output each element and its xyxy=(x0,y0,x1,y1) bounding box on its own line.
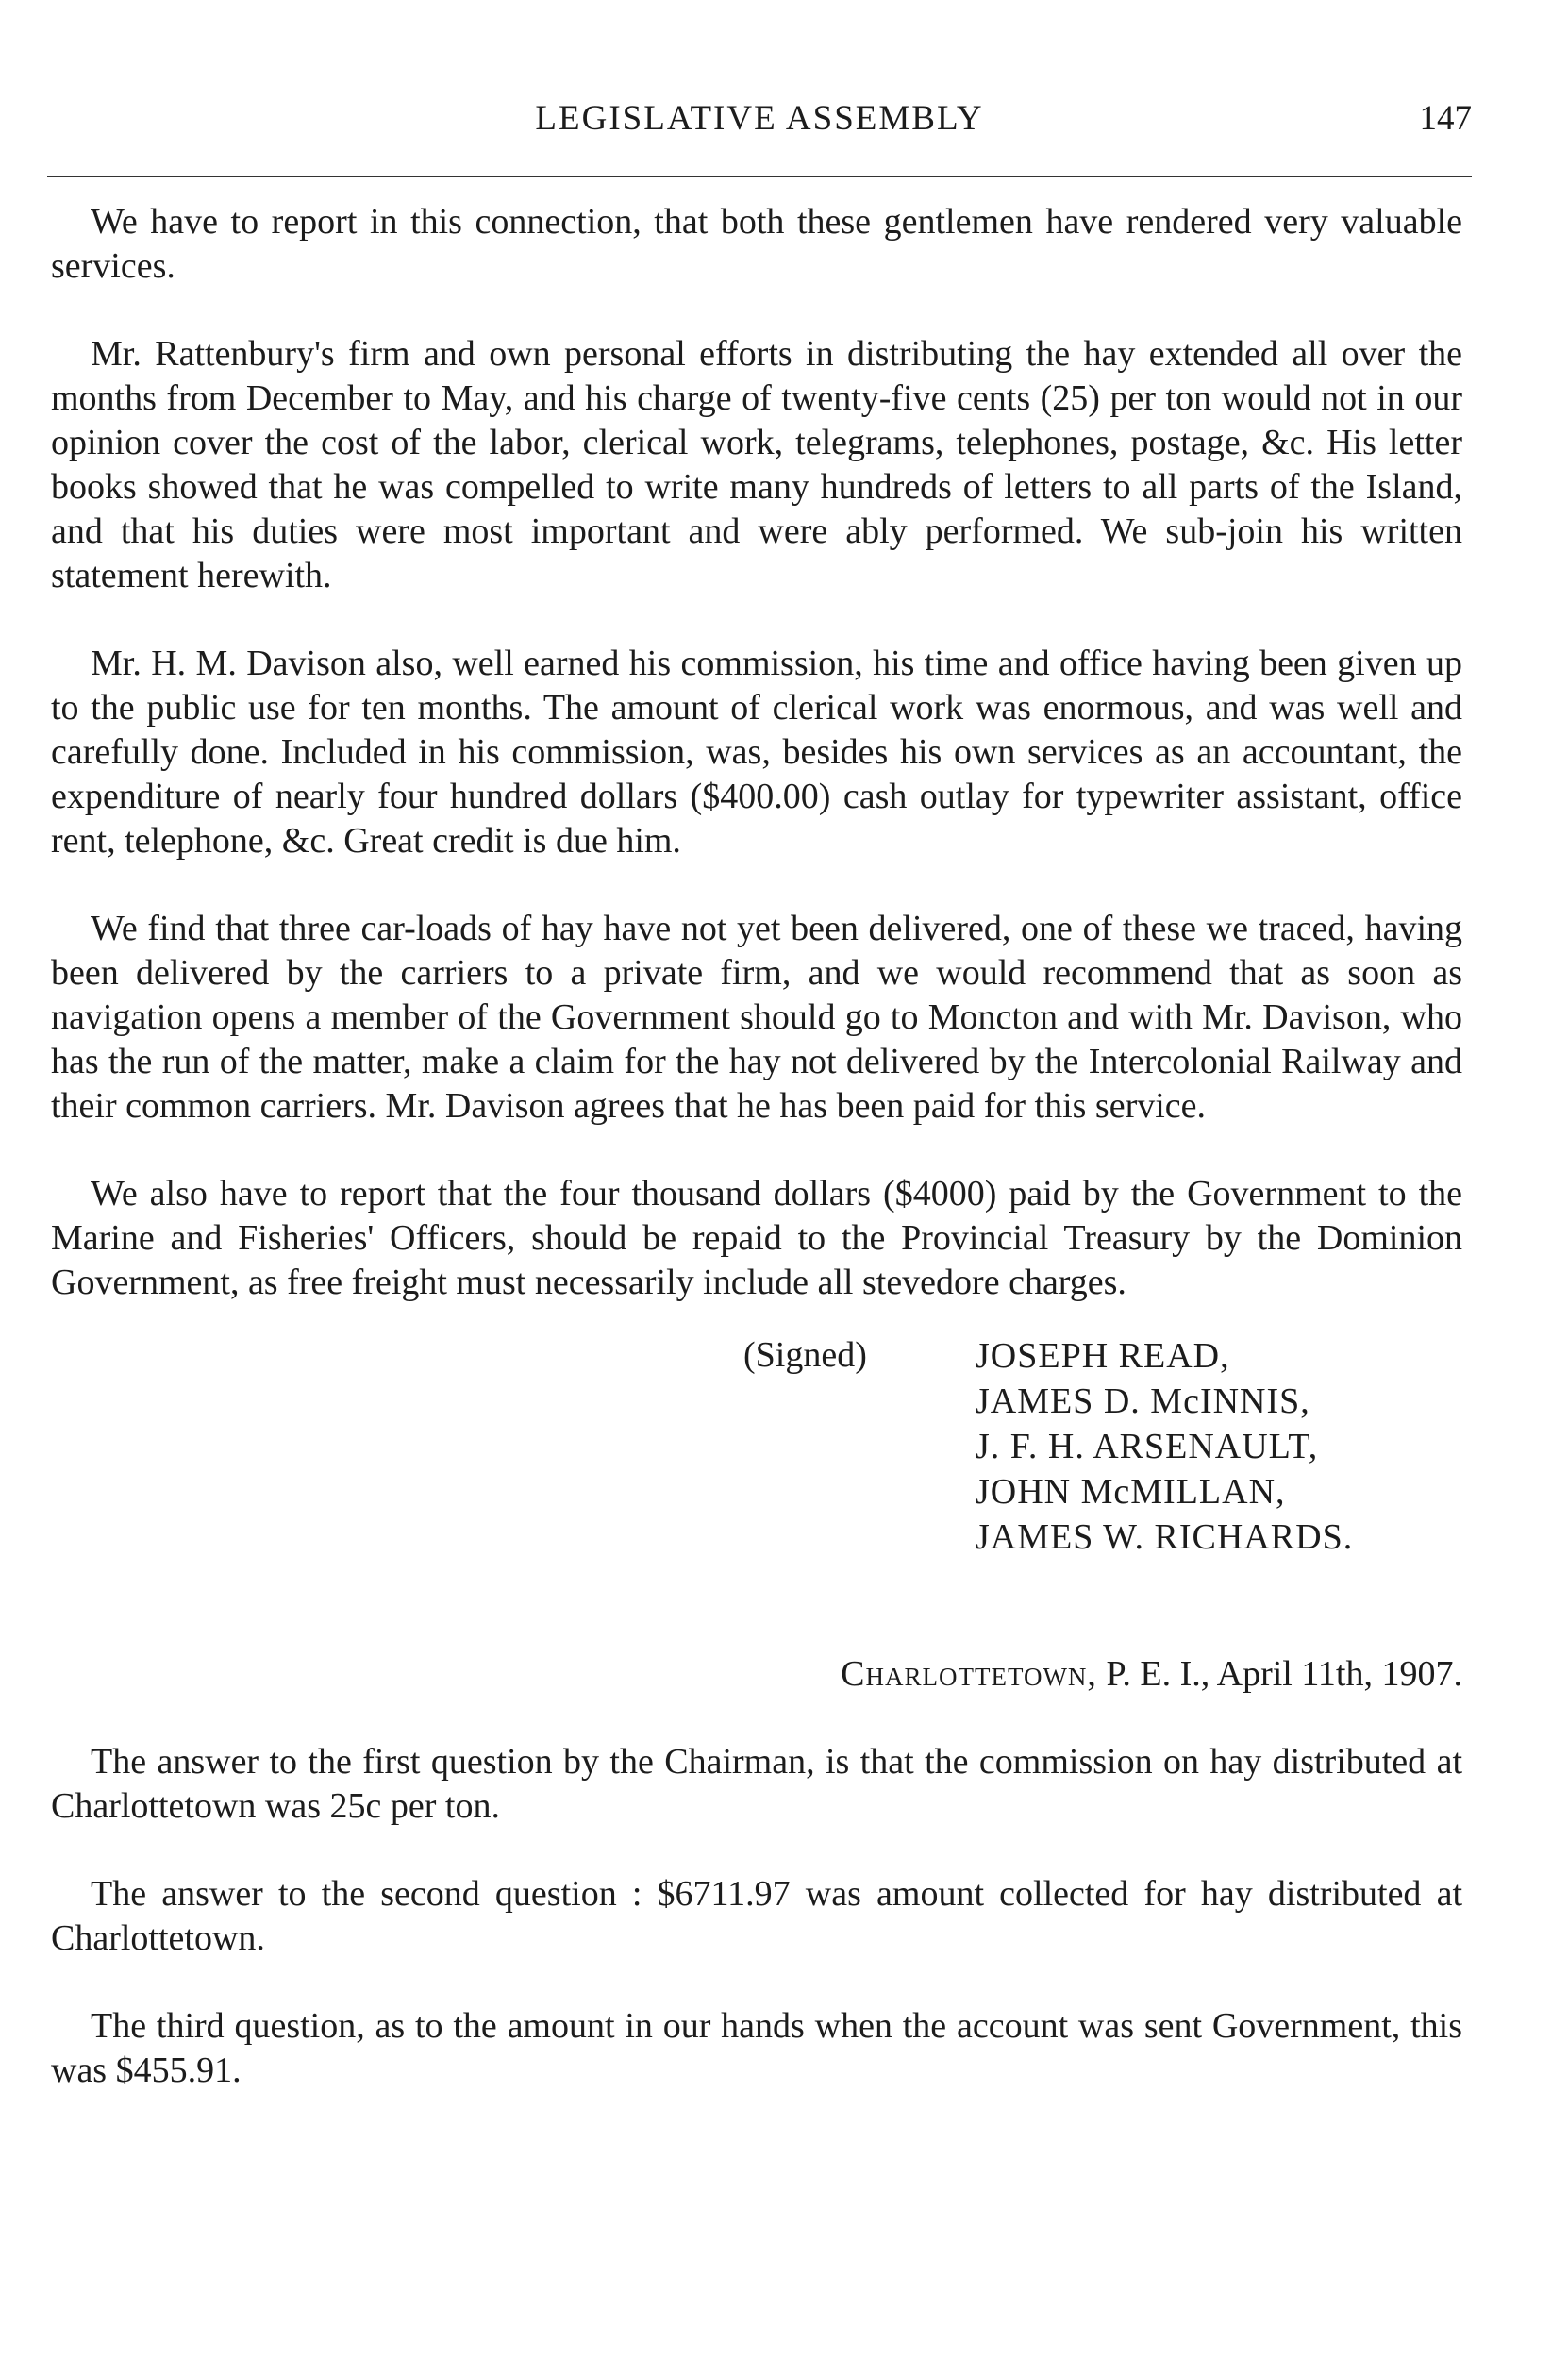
dateline-date: P. E. I., April 11th, 1907. xyxy=(1096,1654,1462,1694)
signer-name: JOSEPH READ, xyxy=(976,1336,1230,1376)
running-title: LEGISLATIVE ASSEMBLY xyxy=(535,99,984,138)
page-number: 147 xyxy=(1419,99,1472,138)
paragraph: We have to report in this connection, that both these gentlemen have rendered very valuable services. xyxy=(51,202,1462,286)
page-header xyxy=(47,92,1472,149)
signature-block xyxy=(51,1333,1462,1635)
signed-label: (Signed) xyxy=(743,1335,867,1375)
answer-paragraph: The answer to the first question by the Chairman, is that the commission on hay distributed at Charlottetown was 25c per ton. xyxy=(51,1742,1462,1826)
answer-paragraph: The third question, as to the amount in our hands when the account was sent Government, this was $455.91. xyxy=(51,2006,1462,2090)
signer-name: J. F. H. ARSENAULT, xyxy=(976,1427,1319,1466)
signer-list xyxy=(976,1333,1353,1560)
paragraph: We find that three car-loads of hay have not yet been delivered, one of these we traced, having been delivered by the carriers to a private firm, and we would recommend that as soon as navigation opens a member of the Government should go to Moncton and with Mr. Davison, who has the run of the matter, make a claim for the hay not delivered by the Intercolonial Railway and their common carriers. Mr. Davison agrees that he has been paid for this service. xyxy=(51,909,1462,1126)
signer-name: JOHN McMILLAN, xyxy=(976,1472,1286,1512)
signer-name: JAMES W. RICHARDS. xyxy=(976,1517,1354,1557)
paragraph: We also have to report that the four thousand dollars ($4000) paid by the Government to the Marine and Fisheries' Officers, should be repaid to the Provincial Treasury by the Dominion Government, as free freight must necessarily include all stevedore charges. xyxy=(51,1174,1462,1302)
signer-name: JAMES D. McINNIS, xyxy=(976,1381,1310,1421)
body-text xyxy=(51,200,1462,2136)
dateline-place: Charlottetown, xyxy=(841,1654,1097,1694)
dateline xyxy=(51,1652,1462,1697)
answer-paragraph: The answer to the second question : $6711.97 was amount collected for hay distributed at Charlottetown. xyxy=(51,1874,1462,1958)
paragraph: Mr. H. M. Davison also, well earned his commission, his time and office having been given up to the public use for ten months. The amount of clerical work was enormous, and was well and carefully done. Included in his commission, was, besides his own services as an accountant, the expenditure of nearly four hundred dollars ($400.00) cash outlay for typewriter assistant, office rent, telephone, &c. Great credit is due him. xyxy=(51,644,1462,861)
header-rule xyxy=(47,176,1472,177)
paragraph: Mr. Rattenbury's firm and own personal efforts in distributing the hay extended all over the months from December to May, and his charge of twenty-five cents (25) per ton would not in our opinion cover the cost of the labor, clerical work, telegrams, telephones, postage, &c. His letter books showed that he was compelled to write many hundreds of letters to all parts of the Island, and that his duties were most important and were ably performed. We sub-join his written statement herewith. xyxy=(51,334,1462,595)
